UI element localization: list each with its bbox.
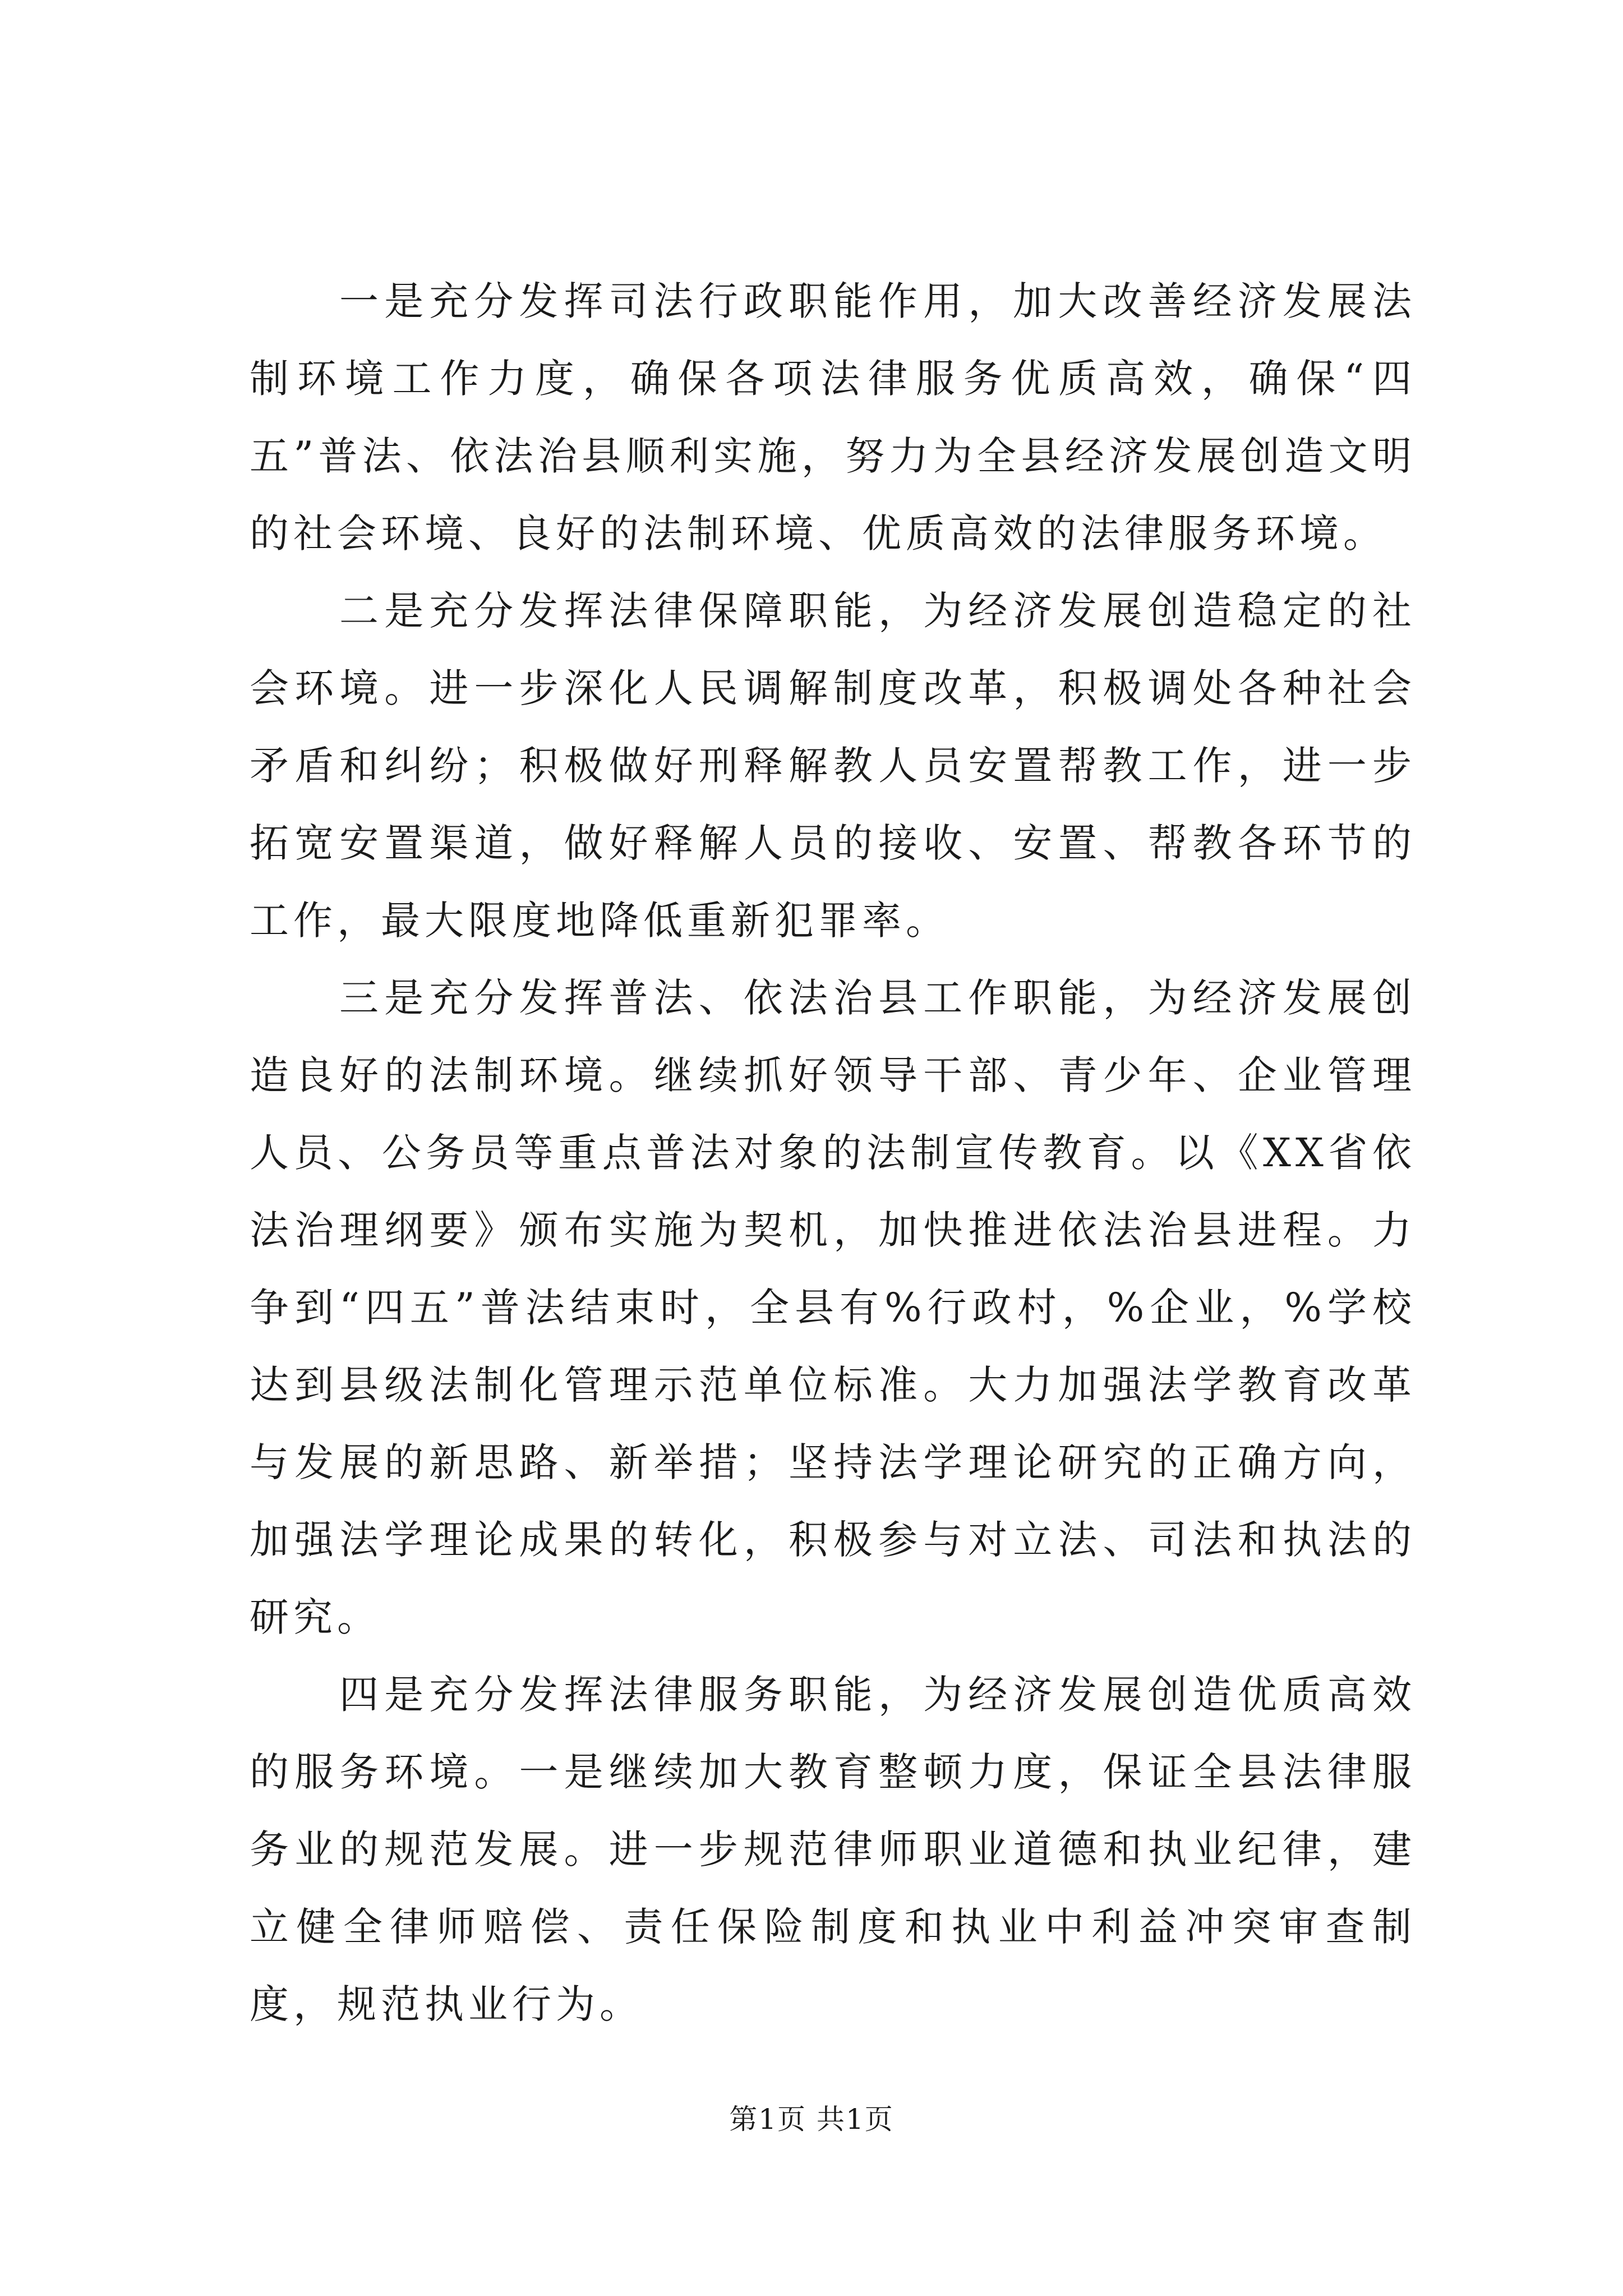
paragraph-3: 三是充分发挥普法、依法治县工作职能，为经济发展创造良好的法制环境。继续抓好领导干部、青少年、企业管理人员、公务员等重点普法对象的法制宣传教育。以《XX省依法治理纲要》颁布实施为契机，加快推进依法治县进程。力争到“四五”普法结束时，全县有%行政村，%企业，%学校达到县级法制化管理示范单位标准。大力加强法学教育改革与发展的新思路、新举措；坚持法学理论研究的正确方向，加强法学理论成果的转化，积极参与对立法、司法和执法的研究。: [250, 975, 1416, 1640]
page-footer: 第1页 共1页: [729, 2103, 894, 2136]
document-body: [250, 263, 1416, 2043]
paragraph-1: 一是充分发挥司法行政职能作用，加大改善经济发展法制环境工作力度，确保各项法律服务优质高效，确保“四五”普法、依法治县顺利实施，努力为全县经济发展创造文明的社会环境、良好的法制环境、优质高效的法律服务环境。: [250, 278, 1416, 556]
paragraph-2: 二是充分发挥法律保障职能，为经济发展创造稳定的社会环境。进一步深化人民调解制度改革，积极调处各种社会矛盾和纠纷；积极做好刑释解教人员安置帮教工作，进一步拓宽安置渠道，做好释解人员的接收、安置、帮教各环节的工作，最大限度地降低重新犯罪率。: [250, 588, 1416, 944]
paragraph-4: 四是充分发挥法律服务职能，为经济发展创造优质高效的服务环境。一是继续加大教育整顿力度，保证全县法律服务业的规范发展。进一步规范律师职业道德和执业纪律，建立健全律师赔偿、责任保险制度和执业中利益冲突审查制度，规范执业行为。: [250, 1672, 1416, 2027]
